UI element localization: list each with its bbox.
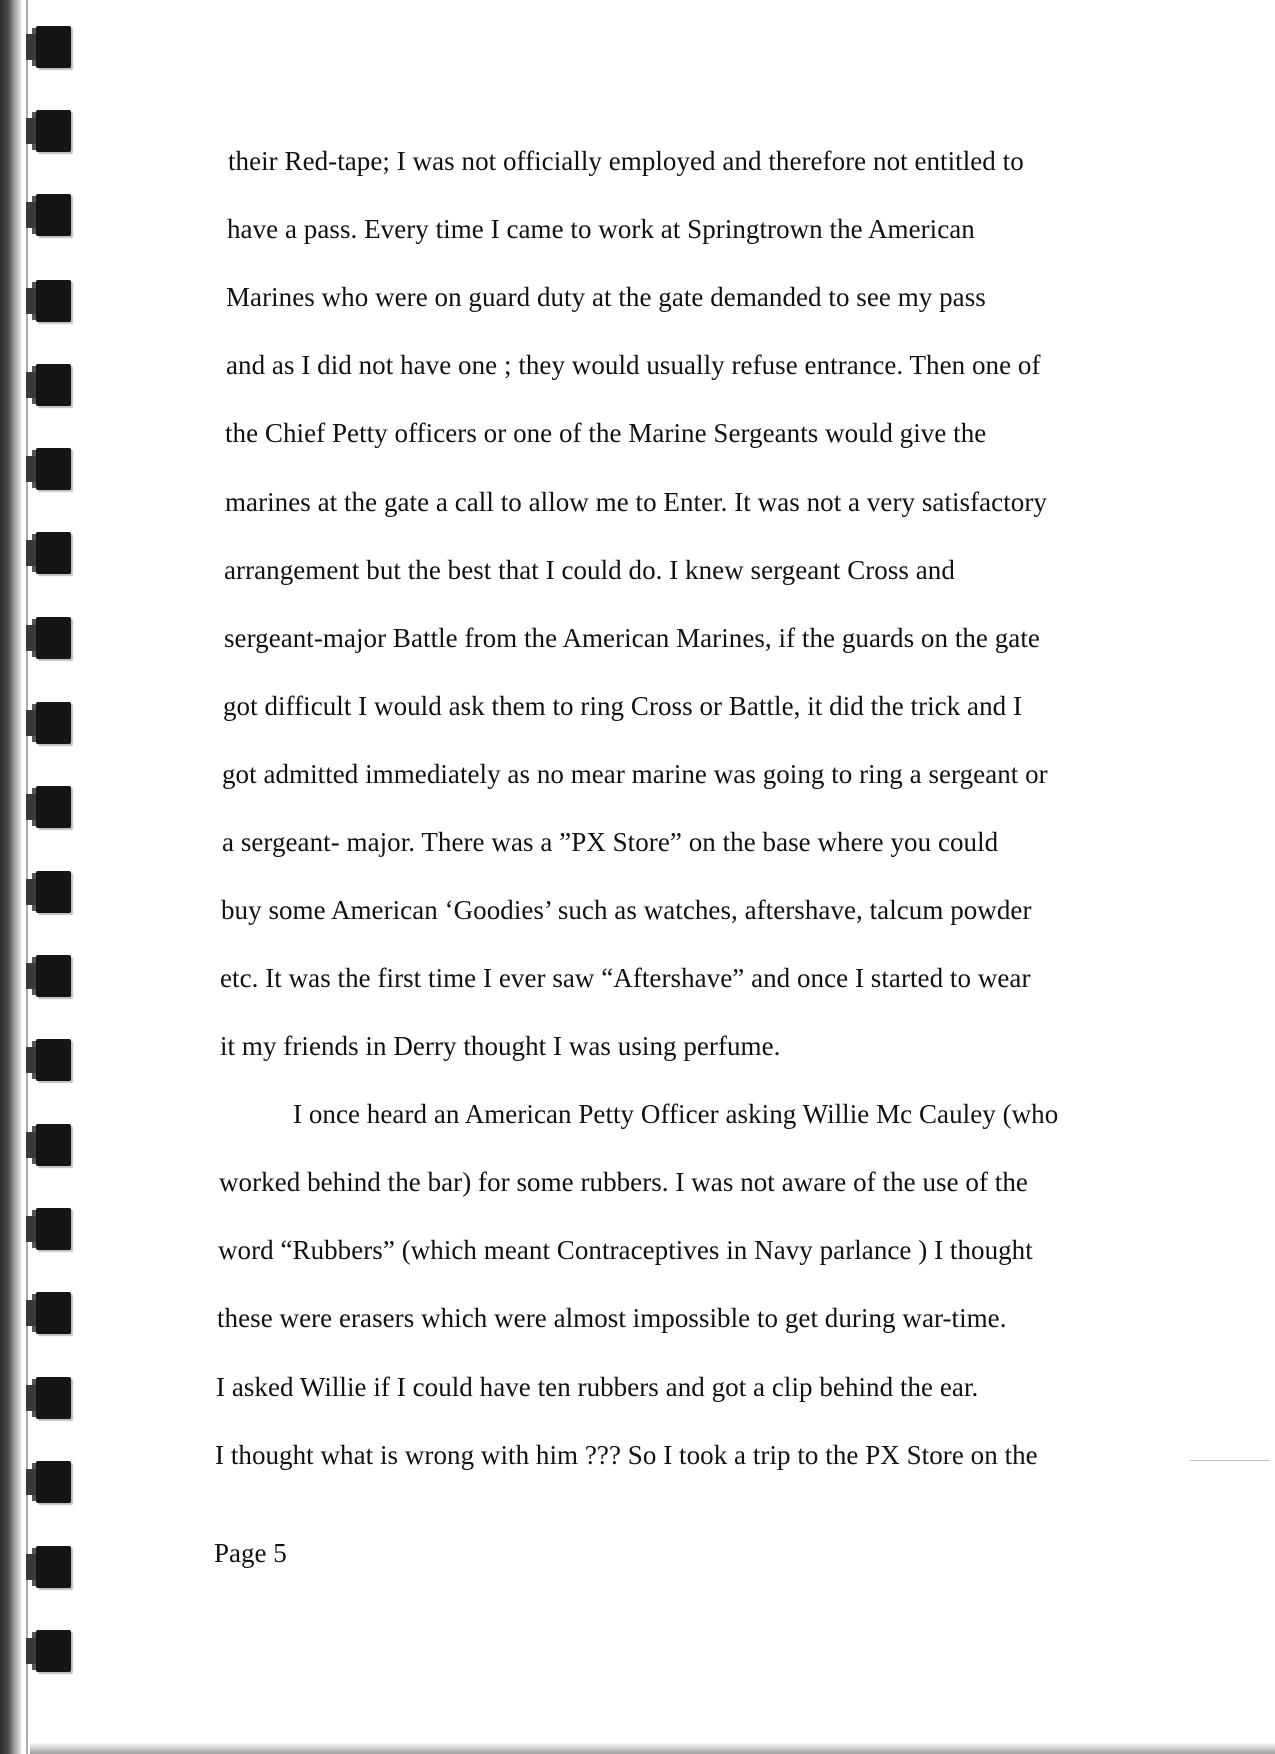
text-line: word “Rubbers” (which meant Contraceptives in Navy parlance ) I thought — [218, 1235, 1033, 1265]
text-line: the Chief Petty officers or one of the Marine Sergeants would give the — [225, 418, 987, 448]
text-line: sergeant-major Battle from the American Marines, if the guards on the gate — [224, 623, 1040, 653]
text-line: worked behind the bar) for some rubbers. I was not aware of the use of the — [219, 1167, 1028, 1197]
text-line: I asked Willie if I could have ten rubbers and got a clip behind the ear. — [216, 1372, 979, 1402]
text-line: these were erasers which were almost impossible to get during war-time. — [217, 1303, 1007, 1333]
text-line: and as I did not have one ; they would usually refuse entrance. Then one of — [226, 350, 1041, 380]
text-line: it my friends in Derry thought I was using perfume. — [220, 1031, 781, 1061]
text-line: etc. It was the first time I ever saw “Aftershave” and once I started to wear — [220, 963, 1031, 993]
text-line: I thought what is wrong with him ??? So I took a trip to the PX Store on the — [215, 1440, 1038, 1470]
text-line: I once heard an American Petty Officer asking Willie Mc Cauley (who — [293, 1099, 1059, 1129]
text-line: arrangement but the best that I could do. I knew sergeant Cross and — [224, 555, 955, 585]
text-line: buy some American ‘Goodies’ such as watches, aftershave, talcum powder — [221, 895, 1032, 925]
text-line: their Red-tape; I was not officially employed and therefore not entitled to — [228, 146, 1024, 176]
text-line: Marines who were on guard duty at the gate demanded to see my pass — [226, 282, 986, 312]
text-line: got admitted immediately as no mear marine was going to ring a sergeant or — [222, 759, 1048, 789]
text-line: have a pass. Every time I came to work at Springtrown the American — [227, 214, 975, 244]
text-line: a sergeant- major. There was a ”PX Store” on the base where you could — [222, 827, 999, 857]
text-line: got difficult I would ask them to ring Cross or Battle, it did the trick and I — [223, 691, 1023, 721]
text-line: marines at the gate a call to allow me to Enter. It was not a very satisfactory — [225, 487, 1047, 517]
page-number: Page 5 — [214, 1538, 287, 1568]
